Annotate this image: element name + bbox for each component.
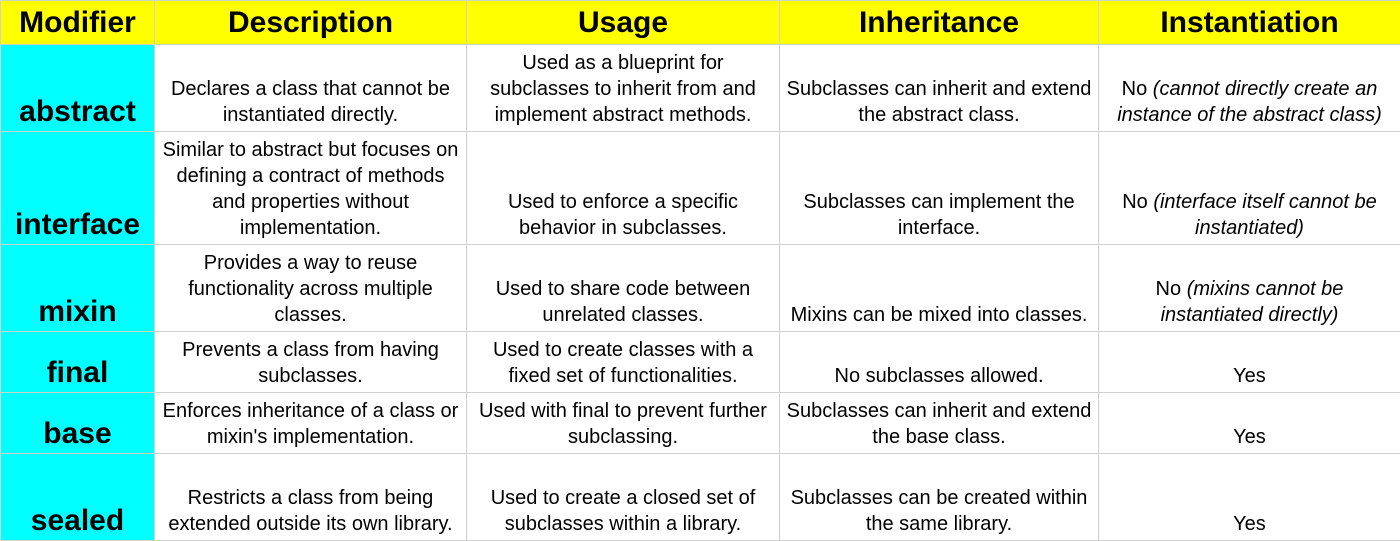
inheritance-cell: Subclasses can inherit and extend the base class. [780, 393, 1099, 454]
usage-cell: Used to create a closed set of subclasses within a library. [467, 454, 780, 541]
usage-cell: Used with final to prevent further subclassing. [467, 393, 780, 454]
usage-cell: Used to create classes with a fixed set of functionalities. [467, 332, 780, 393]
instantiation-value: Yes [1233, 513, 1266, 535]
instantiation-value: No [1122, 78, 1148, 100]
instantiation-value: No [1156, 278, 1182, 300]
description-cell: Prevents a class from having subclasses. [155, 332, 467, 393]
modifier-cell: base [1, 393, 155, 454]
instantiation-value: Yes [1233, 426, 1266, 448]
table-row [1, 332, 1400, 393]
description-cell: Provides a way to reuse functionality across multiple classes. [155, 245, 467, 332]
table-row [1, 454, 1400, 541]
header-description: Description [155, 1, 467, 45]
usage-cell: Used as a blueprint for subclasses to inherit from and implement abstract methods. [467, 45, 780, 132]
instantiation-value: Yes [1233, 365, 1266, 387]
instantiation-cell [1099, 332, 1400, 393]
header-usage: Usage [467, 1, 780, 45]
table-row [1, 45, 1400, 132]
modifier-cell: final [1, 332, 155, 393]
header-row [1, 1, 1400, 45]
usage-cell: Used to enforce a specific behavior in subclasses. [467, 132, 780, 245]
description-cell: Restricts a class from being extended outside its own library. [155, 454, 467, 541]
instantiation-cell [1099, 454, 1400, 541]
inheritance-cell: Mixins can be mixed into classes. [780, 245, 1099, 332]
modifier-cell: mixin [1, 245, 155, 332]
instantiation-cell [1099, 245, 1400, 332]
instantiation-note: (cannot directly create an instance of the abstract class) [1117, 78, 1382, 126]
inheritance-cell: Subclasses can be created within the same library. [780, 454, 1099, 541]
modifier-cell: interface [1, 132, 155, 245]
inheritance-cell: Subclasses can implement the interface. [780, 132, 1099, 245]
header-modifier: Modifier [1, 1, 155, 45]
inheritance-cell: No subclasses allowed. [780, 332, 1099, 393]
table-row [1, 245, 1400, 332]
modifier-cell: sealed [1, 454, 155, 541]
description-cell: Declares a class that cannot be instantiated directly. [155, 45, 467, 132]
table-row [1, 393, 1400, 454]
instantiation-cell [1099, 132, 1400, 245]
description-cell: Enforces inheritance of a class or mixin's implementation. [155, 393, 467, 454]
instantiation-cell [1099, 45, 1400, 132]
inheritance-cell: Subclasses can inherit and extend the abstract class. [780, 45, 1099, 132]
description-cell: Similar to abstract but focuses on defining a contract of methods and properties without implementation. [155, 132, 467, 245]
instantiation-value: No [1122, 191, 1148, 213]
instantiation-cell [1099, 393, 1400, 454]
header-instantiation: Instantiation [1099, 1, 1400, 45]
table-row [1, 132, 1400, 245]
instantiation-note: (interface itself cannot be instantiated) [1153, 191, 1376, 239]
header-inheritance: Inheritance [780, 1, 1099, 45]
instantiation-note: (mixins cannot be instantiated directly) [1161, 278, 1344, 326]
modifier-cell: abstract [1, 45, 155, 132]
usage-cell: Used to share code between unrelated classes. [467, 245, 780, 332]
